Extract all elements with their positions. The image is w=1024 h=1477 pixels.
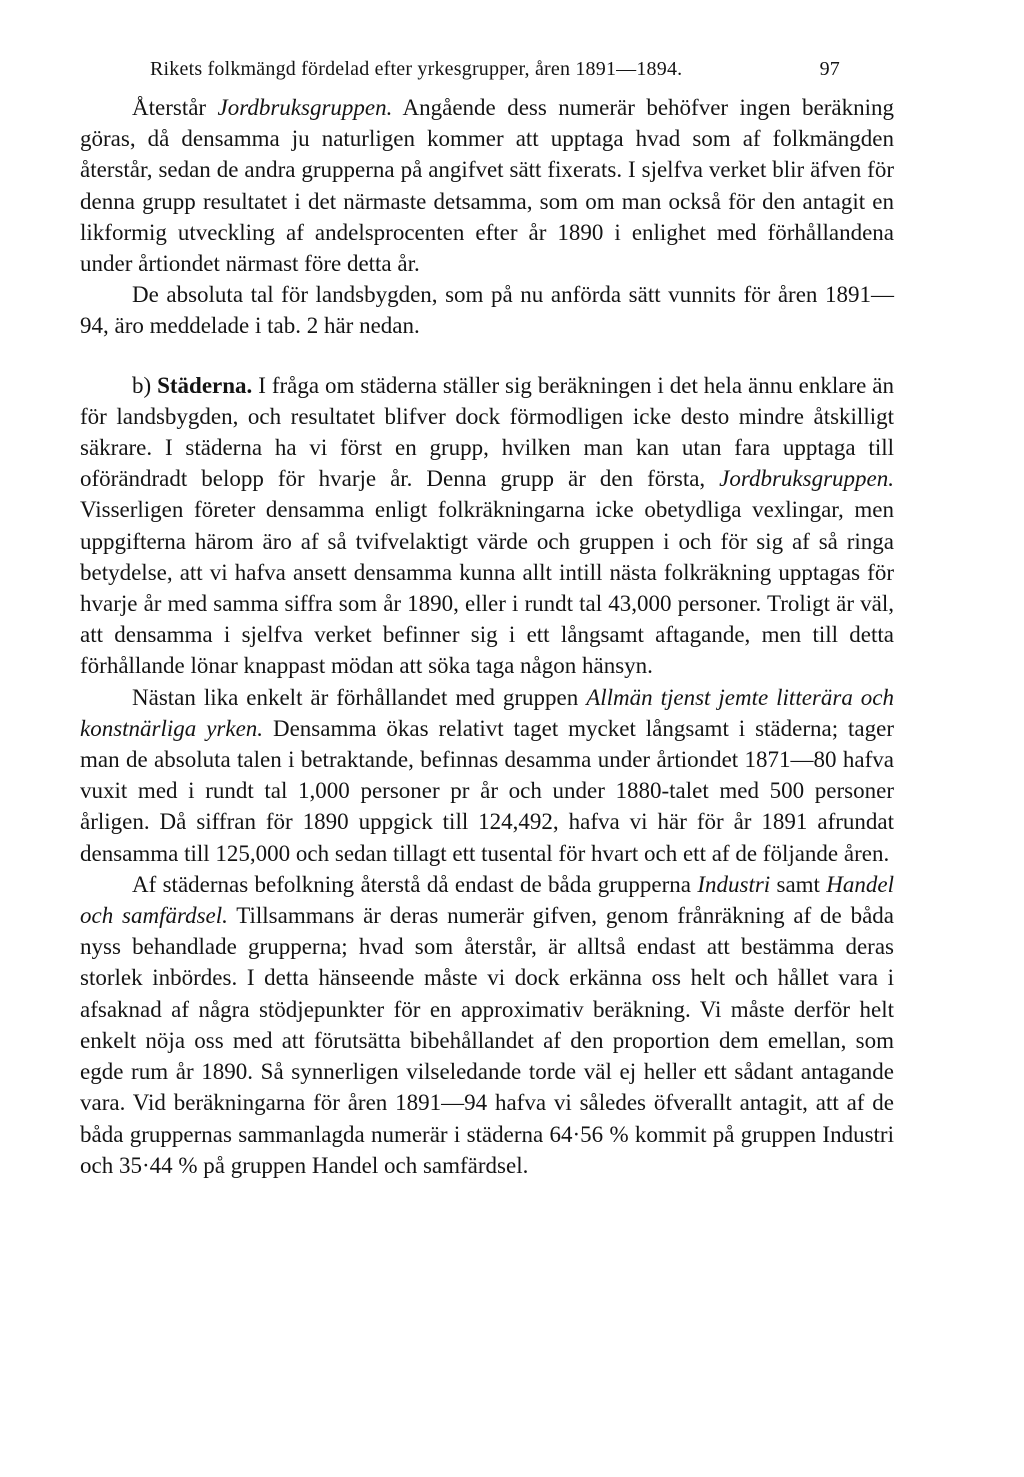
paragraph-text: De absoluta tal för landsbygden, som på nu anförda sätt vunnits för åren 1891—94, äro meddelade i tab. 2 här nedan. — [80, 282, 894, 339]
paragraph-jordbruksgruppen — [80, 92, 894, 279]
page-number: 97 — [819, 58, 840, 80]
paragraph-text: samt — [770, 871, 827, 897]
italic-term: Allmän tjenst jemte litterära och konstnärliga yrken. — [80, 684, 894, 741]
italic-term: Handel och samfärdsel. — [80, 871, 894, 929]
italic-term: Jordbruksgruppen. — [217, 95, 393, 120]
running-title: Rikets folkmängd fördelad efter yrkesgrupper, åren 1891—1894. — [150, 58, 683, 80]
section-letter: b) — [132, 372, 158, 398]
document-page — [80, 58, 894, 1181]
paragraph-absoluta-tal — [80, 279, 894, 341]
paragraph-text: Tillsammans är deras numerär gifven, genom frånräkning af de båda nyss behandlade grupperna; hvad som återstår, är alltså endast att bestämma deras storlek inbördes. I detta hänseende måste vi dock erkänna oss helt och hållet vara i afsaknad af några stödjepunkter för en approximativ beräkning. Vi måste derför helt enkelt nöja oss med att förutsätta bibehållandet af den proportion dem emellan, som egde rum år 1890. Så synnerligen vilseledande torde väl ej heller ett sådant antagande vara. Vid beräkningarna för åren 1891—94 hafva vi således öfverallt antagit, att af de båda gruppernas sammanlagda numerär i städerna 64·56 % kommit på gruppen Industri och 35·44 % på gruppen Handel och samfärdsel. — [80, 903, 894, 1178]
paragraph-text: Nästan lika enkelt är förhållandet med gruppen — [132, 684, 587, 710]
paragraph-staderna — [80, 370, 894, 682]
paragraph-text: I fråga om städerna ställer sig beräkningen i det hela ännu enklare än för landsbygden, och resultatet blifver dock förmodligen icke desto mindre åtskilligt säkrare. I städerna ha vi först en grupp, hvilken man kan utan fara upptaga till oförändradt belopp för hvarje år. Denna grupp är den första, — [80, 372, 894, 492]
paragraph-allman-tjenst — [80, 682, 894, 869]
running-header — [80, 58, 894, 92]
paragraph-text: Densamma ökas relativt taget mycket långsamt i städerna; tager man de absoluta talen i betraktande, befinnas desamma under årtiondet 1871—80 hafva vuxit med i rundt tal 1,000 personer pr år och under 1880-talet med 500 personer årligen. Då siffran för 1890 uppgick till 124,492, hafva vi här för år 1891 afrundat densamma till 125,000 och sedan tillagt ett tusental för hvart och ett af de följande åren. — [80, 715, 894, 866]
paragraph-text: Återstår — [132, 95, 218, 120]
section-heading: Städerna. — [157, 372, 253, 398]
italic-term: Jordbruksgruppen. — [719, 466, 894, 492]
paragraph-text: Af städernas befolkning återstå då endast de båda grupperna — [132, 871, 698, 897]
italic-term: Industri — [697, 871, 771, 897]
paragraph-text: Angående dess numerär behöfver ingen beräkning göras, då densamma ju naturligen kommer att upptaga hvad som af folkmängden återstår, sedan de andra grupperna på angifvet sätt fixerats. I sjelfva verket blir äfven för denna grupp resultatet i det närmaste detsamma, som om man också för den antagit en likformig utveckling af andelsprocenten efter år 1890 i enlighet med förhållandena under årtiondet närmast före detta år. — [80, 95, 894, 277]
paragraph-industri-handel — [80, 869, 894, 1181]
paragraph-text: Visserligen företer densamma enligt folkräkningarna icke obetydliga vexlingar, men uppgifterna härom äro af så tvifvelaktigt värde och gruppen i och för sig af så ringa betydelse, att vi hafva ansett densamma kunna allt intill nästa folkräkning upptagas för hvarje år med samma siffra som år 1890, eller i rundt tal 43,000 personer. Troligt är väl, att densamma i sjelfva verket befinner sig i ett långsamt aftagande, men till detta förhållande lönar knappast mödan att söka taga någon hänsyn. — [80, 497, 894, 679]
section-gap — [80, 342, 894, 370]
